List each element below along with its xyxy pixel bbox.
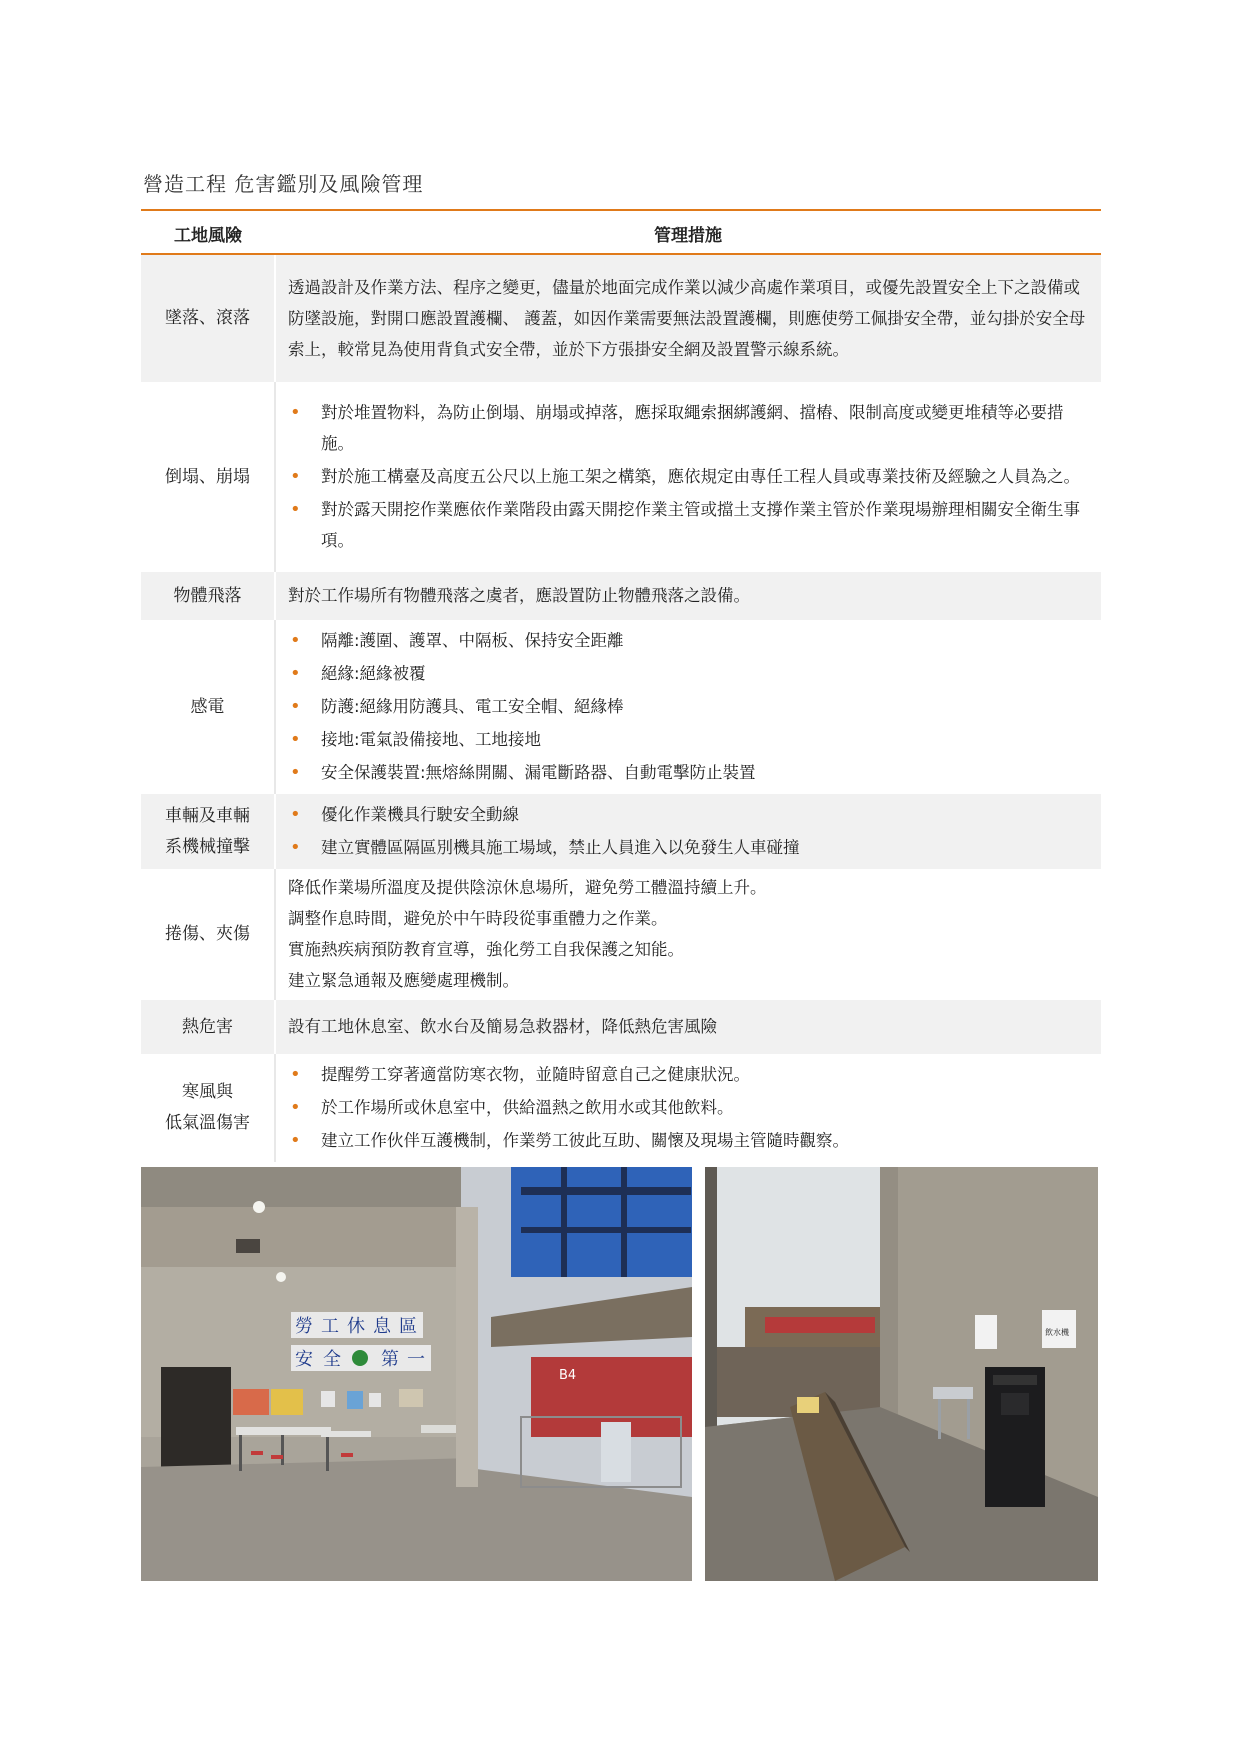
- sign-char: 區: [399, 1316, 417, 1337]
- list-item: • 對於露天開挖作業應依作業階段由露天開挖作業主管或擋土支撐作業主管於作業現場辦理相關安全衛生事項。: [288, 494, 1091, 556]
- notice-text: 飲水機: [1045, 1328, 1069, 1337]
- sign-char: 安: [295, 1349, 313, 1370]
- table-row: [141, 1054, 1101, 1162]
- list-item: • 絕緣:絕緣被覆: [288, 658, 1091, 689]
- table-row: [141, 572, 1101, 620]
- measure-cell: [275, 382, 1101, 572]
- table-header-row: [141, 213, 1101, 254]
- sign-char: 一: [407, 1349, 425, 1370]
- measure-cell: [275, 869, 1101, 1000]
- sign-char: 休: [347, 1316, 365, 1337]
- risk-line: 寒風與: [182, 1082, 233, 1102]
- measure-line: 實施熱疾病預防教育宣導，強化勞工自我保護之知能。: [288, 940, 684, 959]
- risk-cell: 倒塌、崩塌: [141, 382, 275, 572]
- risk-table: [141, 213, 1101, 1162]
- measure-cell: 對於工作場所有物體飛落之虞者，應設置防止物體飛落之設備。: [275, 572, 1101, 620]
- photo-water-dispenser: [705, 1167, 1098, 1581]
- measure-cell: 設有工地休息室、飲水台及簡易急救器材，降低熱危害風險: [275, 1000, 1101, 1054]
- table-row: [141, 254, 1101, 382]
- list-item: • 隔離:護圍、護罩、中隔板、保持安全距離: [288, 625, 1091, 656]
- list-item: • 安全保護裝置:無熔絲開關、漏電斷路器、自動電擊防止裝置: [288, 757, 1091, 788]
- sign-char: 工: [321, 1316, 339, 1337]
- risk-line: 系機械撞擊: [165, 836, 250, 857]
- list-item: • 對於施工構臺及高度五公尺以上施工架之構築，應依規定由專任工程人員或專業技術及經驗之人員為之。: [288, 461, 1091, 492]
- measure-line: 降低作業場所溫度及提供陰涼休息場所，避免勞工體溫持續上升。: [288, 878, 767, 897]
- risk-cell: 感電: [141, 620, 275, 794]
- risk-cell: 捲傷、夾傷: [141, 869, 275, 1000]
- table-row: [141, 869, 1101, 1000]
- header-risk: 工地風險: [141, 213, 275, 254]
- measure-cell: [275, 1054, 1101, 1162]
- risk-cell: 墜落、滾落: [141, 254, 275, 382]
- measure-line: 調整作息時間，避免於中午時段從事重體力之作業。: [288, 909, 668, 928]
- measure-cell: [275, 794, 1101, 869]
- risk-line: 車輛及車輛: [165, 805, 250, 826]
- list-item: • 優化作業機具行駛安全動線: [288, 799, 1091, 830]
- table-row: [141, 794, 1101, 869]
- list-item: • 接地:電氣設備接地、工地接地: [288, 724, 1091, 755]
- list-item: • 建立實體區隔區別機具施工場域，禁止人員進入以免發生人車碰撞: [288, 832, 1091, 863]
- sign-char: 勞: [295, 1316, 313, 1337]
- sign-char: 息: [373, 1316, 391, 1337]
- list-item: • 提醒勞工穿著適當防寒衣物，並隨時留意自己之健康狀況。: [288, 1059, 1091, 1090]
- photo-rest-area: [141, 1167, 692, 1581]
- list-item: • 對於堆置物料，為防止倒塌、崩塌或掉落，應採取繩索捆綁護網、擋樁、限制高度或變更堆積等必要措施。: [288, 397, 1091, 459]
- measure-line: 建立緊急通報及應變處理機制。: [288, 971, 519, 990]
- list-item: • 防護:絕緣用防護具、電工安全帽、絕緣棒: [288, 691, 1091, 722]
- table-row: [141, 620, 1101, 794]
- sign-char: 全: [323, 1349, 341, 1370]
- measure-cell: 透過設計及作業方法、程序之變更，儘量於地面完成作業以減少高處作業項目，或優先設置安全上下之設備或防墜設施，對開口應設置護欄、 護蓋，如因作業需要無法設置護欄，則應使勞工佩掛安全帶，並勾掛於安全母索上，較常見為使用背負式安全帶，並於下方張掛安全網及設置警示線系統。: [275, 254, 1101, 382]
- risk-cell: [141, 794, 275, 869]
- container-label: B4: [559, 1368, 577, 1383]
- list-item: • 於工作場所或休息室中，供給溫熱之飲用水或其他飲料。: [288, 1092, 1091, 1123]
- table-row: [141, 382, 1101, 572]
- sign-char: 第: [381, 1349, 399, 1370]
- list-item: • 建立工作伙伴互護機制，作業勞工彼此互助、關懷及現場主管隨時觀察。: [288, 1125, 1091, 1156]
- risk-cell: [141, 1054, 275, 1162]
- header-measures: 管理措施: [275, 213, 1101, 254]
- header-rule: [141, 209, 1101, 211]
- measure-cell: [275, 620, 1101, 794]
- table-row: [141, 1000, 1101, 1054]
- risk-cell: 熱危害: [141, 1000, 275, 1054]
- risk-line: 低氣溫傷害: [165, 1113, 250, 1133]
- page-title: 營造工程 危害鑑別及風險管理: [143, 172, 424, 196]
- risk-cell: 物體飛落: [141, 572, 275, 620]
